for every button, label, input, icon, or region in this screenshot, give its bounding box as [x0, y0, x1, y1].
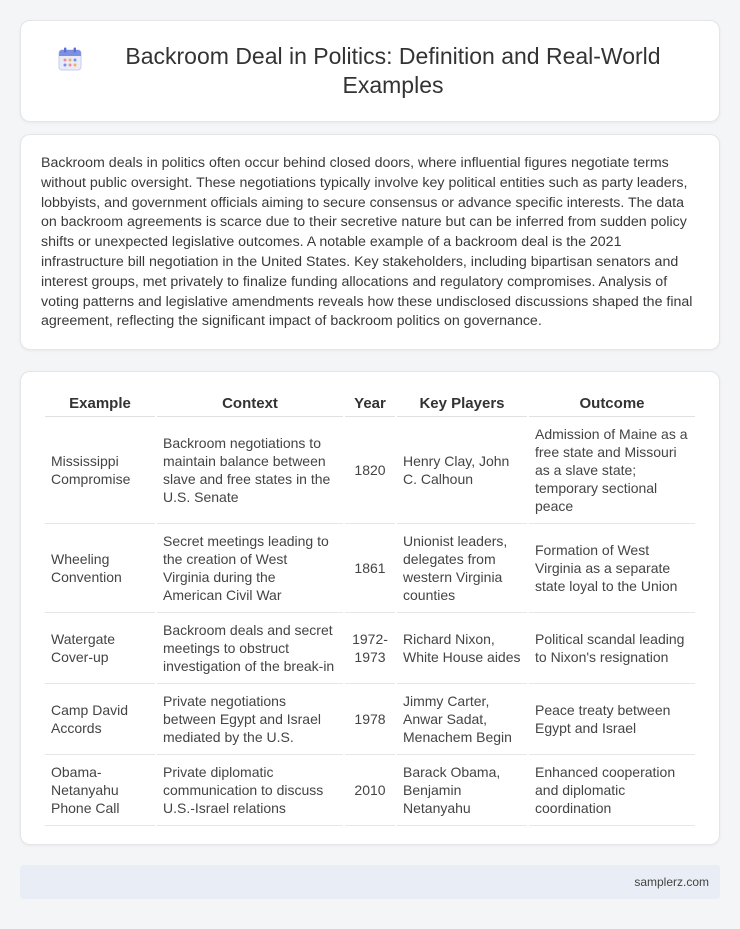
footer-site-link[interactable]: samplerz.com [634, 875, 709, 889]
cell-example: Camp David Accords [45, 684, 155, 755]
cell-context: Private negotiations between Egypt and Israel mediated by the U.S. [157, 684, 343, 755]
table-header-row [45, 388, 695, 417]
cell-outcome: Enhanced cooperation and diplomatic coordination [529, 755, 695, 826]
cell-year: 2010 [345, 755, 395, 826]
table-row [45, 684, 695, 755]
table-row [45, 524, 695, 613]
cell-context: Secret meetings leading to the creation of West Virginia during the American Civil War [157, 524, 343, 613]
cell-outcome: Political scandal leading to Nixon's resignation [529, 613, 695, 684]
cell-context: Backroom deals and secret meetings to obstruct investigation of the break-in [157, 613, 343, 684]
cell-key-players: Unionist leaders, delegates from western Virginia counties [397, 524, 527, 613]
table-row [45, 417, 695, 524]
cell-context: Backroom negotiations to maintain balance between slave and free states in the U.S. Senate [157, 417, 343, 524]
intro-paragraph: Backroom deals in politics often occur behind closed doors, where influential figures negotiate terms without public oversight. These negotiations typically involve key political entities such as party leaders, lobbyists, and government officials aiming to secure consensus or advance specific interests. The data on backroom agreements is scarce due to their secretive nature but can be inferred from sudden policy shifts or unexpected legislative outcomes. A notable example of a backroom deal is the 2021 infrastructure bill negotiation in the United States. Key stakeholders, including bipartisan senators and interest groups, met privately to finalize funding allocations and regulatory compromises. Analysis of voting patterns and legislative amendments reveals how these undisclosed discussions shaped the final agreement, reflecting the significant impact of backroom politics on governance. [41, 155, 693, 330]
cell-example: Mississippi Compromise [45, 417, 155, 524]
header-key-players: Key Players [397, 388, 527, 417]
cell-example: Watergate Cover-up [45, 613, 155, 684]
intro-card [20, 134, 720, 350]
header-example: Example [45, 388, 155, 417]
examples-table [43, 388, 697, 826]
header-year: Year [345, 388, 395, 417]
cell-key-players: Jimmy Carter, Anwar Sadat, Menachem Begin [397, 684, 527, 755]
table-row [45, 613, 695, 684]
cell-example: Wheeling Convention [45, 524, 155, 613]
header-outcome: Outcome [529, 388, 695, 417]
cell-outcome: Peace treaty between Egypt and Israel [529, 684, 695, 755]
cell-outcome: Admission of Maine as a free state and Missouri as a slave state; temporary sectional peace [529, 417, 695, 524]
header-context: Context [157, 388, 343, 417]
cell-year: 1972-1973 [345, 613, 395, 684]
title-wrap [57, 42, 683, 100]
cell-example: Obama-Netanyahu Phone Call [45, 755, 155, 826]
page-title: Backroom Deal in Politics: Definition and Real-World Examples [125, 43, 661, 98]
table-card [20, 371, 720, 845]
cell-key-players: Richard Nixon, White House aides [397, 613, 527, 684]
calendar-icon [57, 46, 83, 72]
cell-year: 1861 [345, 524, 395, 613]
header-card [20, 20, 720, 122]
cell-key-players: Henry Clay, John C. Calhoun [397, 417, 527, 524]
cell-context: Private diplomatic communication to discuss U.S.-Israel relations [157, 755, 343, 826]
table-row [45, 755, 695, 826]
cell-year: 1978 [345, 684, 395, 755]
cell-outcome: Formation of West Virginia as a separate state loyal to the Union [529, 524, 695, 613]
cell-year: 1820 [345, 417, 395, 524]
cell-key-players: Barack Obama, Benjamin Netanyahu [397, 755, 527, 826]
footer-bar [20, 865, 720, 899]
